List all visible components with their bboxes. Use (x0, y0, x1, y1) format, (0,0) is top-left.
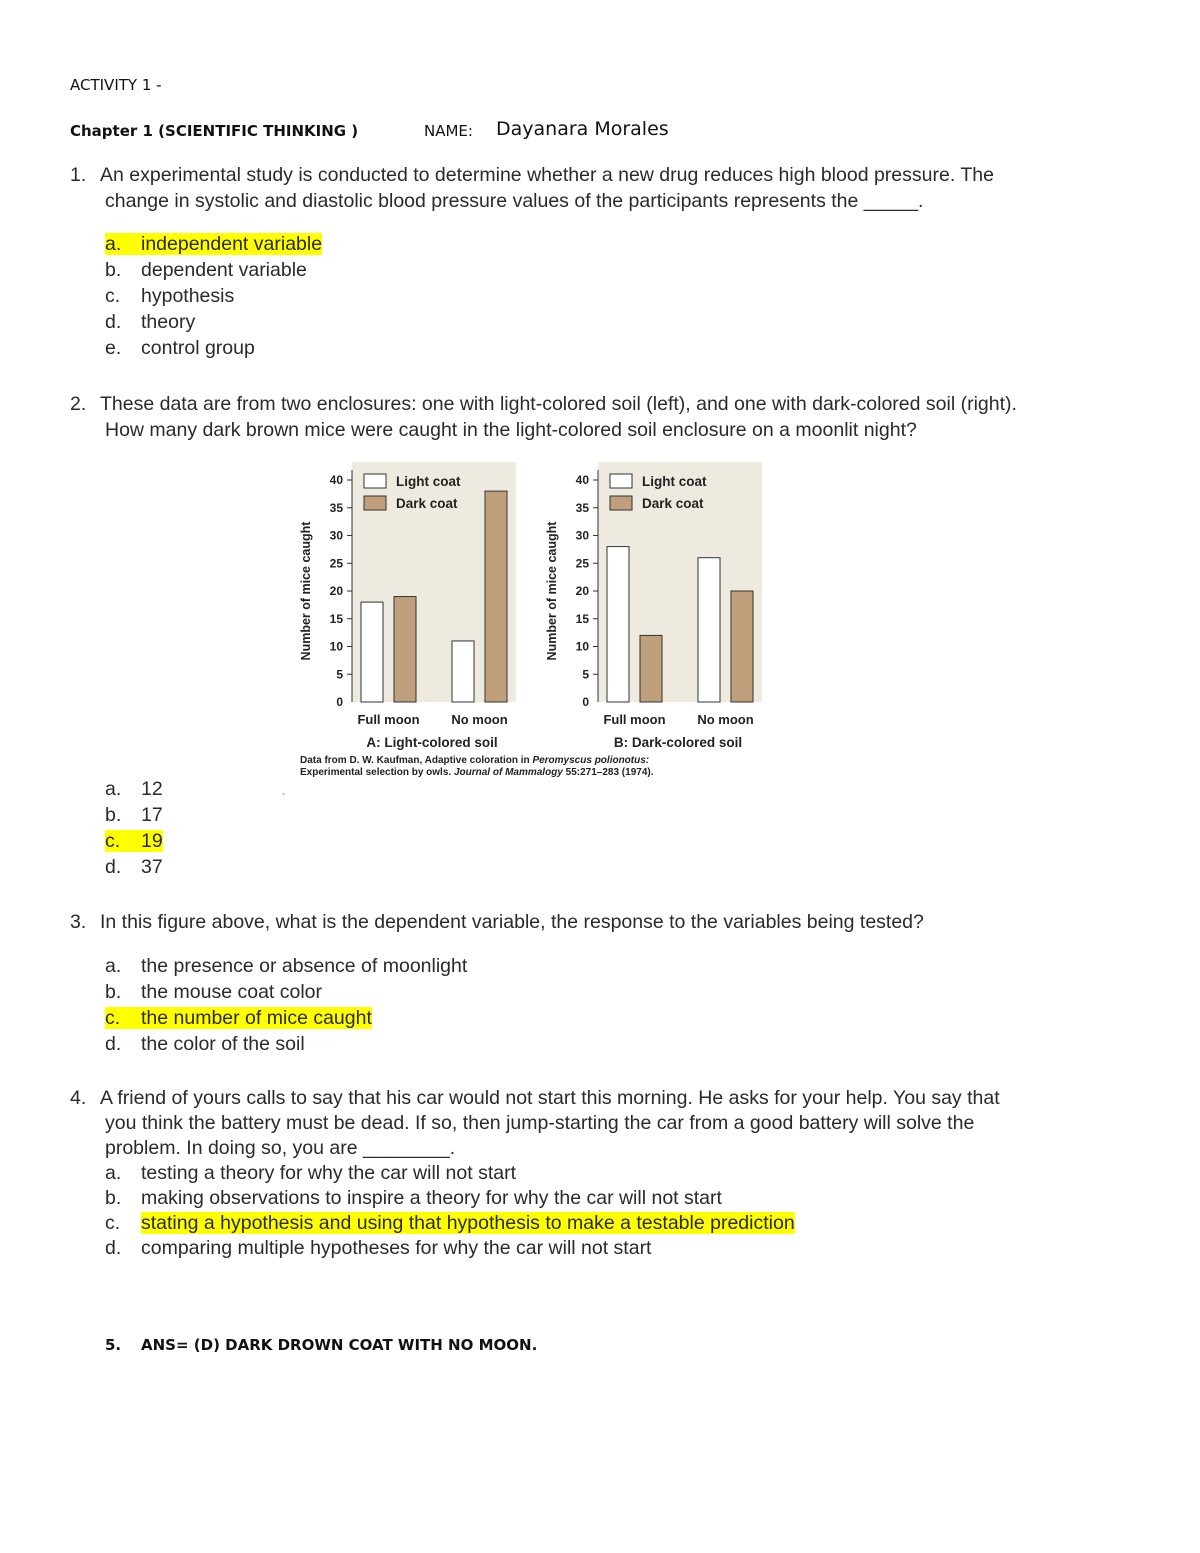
option-text: 12 (141, 778, 163, 800)
option-letter: c. (105, 1007, 121, 1029)
option-text: testing a theory for why the car will not start (141, 1162, 516, 1184)
legend-label: Light coat (642, 474, 707, 489)
option-letter: b. (105, 259, 122, 281)
question-text: you think the battery must be dead. If so, then jump-starting the car from a good battery will solve the (105, 1112, 975, 1134)
y-tick-label: 0 (336, 695, 343, 709)
answer-text: ANS= (D) DARK DROWN COAT WITH NO MOON. (141, 1336, 538, 1354)
legend-swatch (364, 474, 386, 488)
chapter-title: Chapter 1 (SCIENTIFIC THINKING ) (70, 122, 359, 140)
option-text: 17 (141, 804, 163, 826)
bar-light-coat (361, 602, 383, 702)
q2-options (105, 776, 163, 880)
question-1 (70, 162, 1170, 214)
y-tick-label: 15 (329, 611, 343, 626)
y-tick-label: 30 (575, 528, 589, 543)
source-species: Peromyscus polionotus: (532, 755, 650, 766)
option-d[interactable] (105, 1236, 795, 1261)
question-number: 1. (70, 164, 87, 186)
source-citation: 55:271–283 (1974). (562, 767, 654, 778)
question-number: 5. (105, 1336, 122, 1354)
option-b[interactable] (105, 802, 163, 828)
option-a[interactable] (105, 231, 322, 257)
question-number: 3. (70, 911, 87, 933)
answer-5 (105, 1336, 537, 1354)
chart-title: B: Dark-colored soil (613, 735, 743, 750)
legend-label: Dark coat (396, 496, 458, 511)
option-d[interactable] (105, 1031, 467, 1057)
stray-mark: ˎ (282, 784, 286, 796)
option-text: the presence or absence of moonlight (141, 955, 468, 977)
source-journal: Journal of Mammalogy (453, 767, 563, 778)
option-letter: c. (105, 1212, 121, 1234)
option-d[interactable] (105, 854, 163, 880)
option-letter: b. (105, 981, 122, 1003)
y-tick-label: 30 (329, 528, 343, 543)
y-tick-label: 25 (575, 556, 589, 571)
option-text: 19 (141, 830, 163, 852)
option-a[interactable] (105, 953, 467, 979)
y-tick-label: 40 (575, 473, 589, 487)
question-text: A friend of yours calls to say that his car would not start this morning. He asks for your help. You say that (100, 1087, 1000, 1109)
activity-title: ACTIVITY 1 - (70, 76, 162, 94)
student-name: Dayanara Morales (496, 118, 669, 140)
option-text: making observations to inspire a theory for why the car will not start (141, 1187, 722, 1209)
bar-dark-coat (731, 591, 753, 702)
option-text: control group (141, 337, 255, 359)
question-3 (70, 909, 1170, 935)
answer-highlight (105, 1007, 372, 1029)
option-c[interactable] (105, 828, 163, 854)
option-d[interactable] (105, 309, 322, 335)
y-tick-label: 15 (575, 611, 589, 626)
option-letter: d. (105, 1237, 122, 1259)
option-letter: c. (105, 830, 121, 852)
option-text: dependent variable (141, 259, 307, 281)
y-tick-label: 10 (575, 639, 589, 654)
question-number: 2. (70, 393, 87, 415)
legend-label: Dark coat (642, 496, 704, 511)
option-letter: c. (105, 285, 121, 307)
y-tick-label: 5 (582, 667, 589, 682)
legend-swatch (610, 474, 632, 488)
x-category-label: Full moon (357, 712, 420, 727)
figure-source (300, 755, 653, 779)
option-letter: a. (105, 955, 122, 977)
y-tick-label: 10 (329, 639, 343, 654)
y-tick-label: 0 (582, 695, 589, 709)
question-text: In this figure above, what is the dependent variable, the response to the variables being tested? (100, 911, 924, 933)
question-2 (70, 391, 1180, 443)
option-text: theory (141, 311, 196, 333)
option-text: stating a hypothesis and using that hypothesis to make a testable prediction (141, 1212, 795, 1234)
option-b[interactable] (105, 979, 467, 1005)
q4-options (105, 1161, 795, 1261)
y-tick-label: 20 (575, 584, 589, 598)
chart-light-soil (296, 462, 526, 752)
option-letter: b. (105, 804, 122, 826)
bar-light-coat (452, 641, 474, 702)
option-b[interactable] (105, 1186, 795, 1211)
answer-highlight (105, 233, 322, 255)
option-letter: d. (105, 856, 122, 878)
chart-dark-soil (542, 462, 772, 752)
question-text: An experimental study is conducted to determine whether a new drug reduces high blood pressure. The (100, 164, 994, 186)
bar-dark-coat (640, 635, 662, 702)
option-text: independent variable (141, 233, 323, 255)
chart-title: A: Light-colored soil (366, 735, 498, 750)
legend-swatch (610, 496, 632, 510)
x-category-label: Full moon (603, 712, 666, 727)
y-tick-label: 35 (575, 500, 589, 515)
option-letter: a. (105, 233, 122, 255)
bar-dark-coat (485, 491, 507, 702)
source-text: Data from D. W. Kaufman, Adaptive coloration in (300, 755, 533, 766)
option-letter: d. (105, 1033, 122, 1055)
option-text: the number of mice caught (141, 1007, 372, 1029)
option-a[interactable] (105, 1161, 795, 1186)
option-text: the mouse coat color (141, 981, 323, 1003)
option-letter: a. (105, 1162, 122, 1184)
option-c[interactable] (105, 283, 322, 309)
option-e[interactable] (105, 335, 322, 361)
option-text: the color of the soil (141, 1033, 305, 1055)
option-c[interactable] (105, 1211, 795, 1236)
option-letter: b. (105, 1187, 122, 1209)
y-tick-label: 25 (329, 556, 343, 571)
question-text: problem. In doing so, you are ________. (105, 1137, 456, 1159)
option-b[interactable] (105, 257, 322, 283)
x-category-label: No moon (451, 712, 508, 727)
option-c[interactable] (105, 1005, 467, 1031)
bar-light-coat (698, 558, 720, 702)
legend-swatch (364, 496, 386, 510)
question-text: How many dark brown mice were caught in the light-colored soil enclosure on a moonlit night? (105, 419, 917, 441)
option-letter: d. (105, 311, 122, 333)
question-4 (70, 1086, 1180, 1161)
y-tick-label: 40 (329, 473, 343, 487)
question-number: 4. (70, 1087, 87, 1109)
y-tick-label: 35 (329, 500, 343, 515)
x-category-label: No moon (697, 712, 754, 727)
question-text: These data are from two enclosures: one with light-colored soil (left), and one with dark-colored soil (right). (100, 393, 1017, 415)
option-letter: a. (105, 778, 122, 800)
option-text: 37 (141, 856, 163, 878)
option-text: comparing multiple hypotheses for why the car will not start (141, 1237, 652, 1259)
q3-options (105, 953, 467, 1057)
y-tick-label: 20 (329, 584, 343, 598)
bar-light-coat (607, 547, 629, 702)
q1-options (105, 231, 322, 361)
y-tick-label: 5 (336, 667, 343, 682)
legend-label: Light coat (396, 474, 461, 489)
option-text: hypothesis (141, 285, 235, 307)
y-axis-label: Number of mice caught (545, 521, 559, 661)
name-label: NAME: (424, 122, 473, 140)
bar-dark-coat (394, 597, 416, 702)
figure-mice-caught (296, 462, 776, 782)
option-a[interactable] (105, 776, 163, 802)
option-letter: e. (105, 337, 122, 359)
y-axis-label: Number of mice caught (299, 521, 313, 661)
source-text: Experimental selection by owls. (300, 767, 454, 778)
answer-highlight (105, 830, 163, 852)
question-text: change in systolic and diastolic blood pressure values of the participants represents the _____. (105, 190, 924, 212)
